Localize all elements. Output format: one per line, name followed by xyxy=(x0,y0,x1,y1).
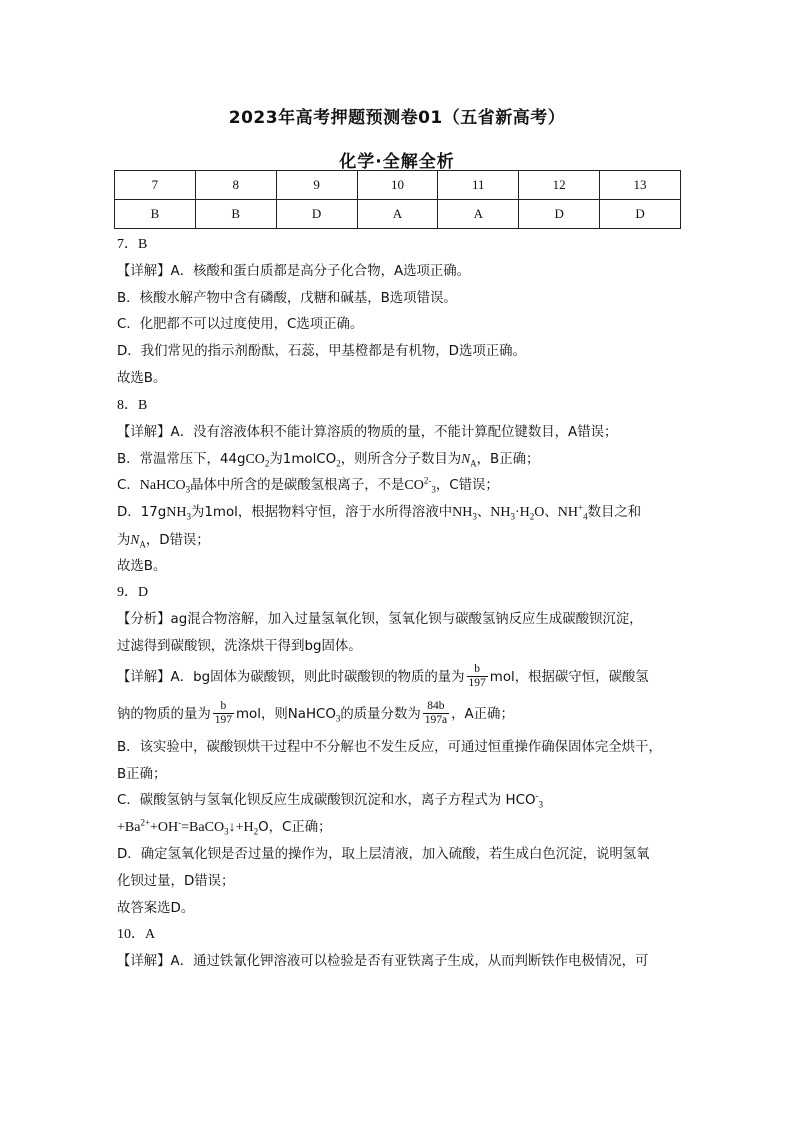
question-8-line-b: B．常温常压下，44gCO$_2$为1molCO$_2$，则所含分子数目为$N_A$，B正确； xyxy=(117,451,540,470)
question-9-line-d: D．确定氢氧化钡是否过量的操作为，取上层清液，加入硫酸，若生成白色沉淀，说明氢氧 xyxy=(117,846,650,862)
solution-body xyxy=(117,232,683,976)
page-title: 2023年高考押题预测卷01（五省新高考） xyxy=(228,108,566,128)
question-9-heading: 9．D xyxy=(117,585,149,601)
question-10-heading: 10．A xyxy=(117,927,156,943)
question-9-line-a-cont: 钠的物质的量为 $\frac{b}{197}$ mol，则NaHCO$_3$的质量分数为 $\frac{84b}{197a}$ ，A正确； xyxy=(117,700,514,727)
question-9-line-b: B．该实验中，碳酸钡烘干过程中不分解也不发生反应，可通过恒重操作确保固体完全烘干， xyxy=(117,739,662,755)
answer-cell: D xyxy=(600,200,681,229)
question-9-line-a: 【详解】A．bg固体为碳酸钡，则此时碳酸钡的物质的量为 $\frac{b}{197}$ mol，根据碳守恒，碳酸氢 xyxy=(117,663,649,690)
question-number-cell: 13 xyxy=(600,171,681,200)
question-9-conclusion: 故答案选D。 xyxy=(117,900,195,916)
question-10-line: 【详解】A．通过铁氰化钾溶液可以检验是否有亚铁离子生成，从而判断铁作电极情况，可 xyxy=(117,954,649,970)
fraction: $\frac{84b}{197a}$ xyxy=(424,700,448,727)
question-7-conclusion: 故选B。 xyxy=(117,370,167,386)
answer-cell: B xyxy=(115,200,196,229)
answer-cell: B xyxy=(195,200,276,229)
answer-cell: A xyxy=(357,200,438,229)
page-subtitle: 化学·全解全析 xyxy=(339,152,455,172)
question-7-line: C．化肥都不可以过度使用，C选项正确。 xyxy=(117,317,364,333)
fraction: $\frac{b}{197}$ xyxy=(468,663,486,690)
question-8-conclusion: 故选B。 xyxy=(117,558,167,574)
question-7-line: D．我们常见的指示剂酚酞，石蕊，甲基橙都是有机物，D选项正确。 xyxy=(117,344,526,360)
answer-cell: D xyxy=(276,200,357,229)
question-9-analysis: 【分析】ag混合物溶解，加入过量氢氧化钡，氢氧化钡与碳酸氢钠反应生成碳酸钡沉淀， xyxy=(117,612,643,628)
fraction: $\frac{b}{197}$ xyxy=(214,700,232,727)
answer-table-question-row xyxy=(115,171,681,200)
question-number-cell: 10 xyxy=(357,171,438,200)
question-number-cell: 7 xyxy=(115,171,196,200)
answer-table xyxy=(114,170,681,229)
answer-table-answer-row xyxy=(115,200,681,229)
question-9-line-c: C．碳酸氢钠与氢氧化钡反应生成碳酸钡沉淀和水，离子方程式为 $HCO^-_3$ xyxy=(117,790,544,811)
question-7-line: B．核酸水解产物中含有磷酸，戊糖和碱基，B选项错误。 xyxy=(117,290,457,306)
question-9-line-d-cont: 化钡过量，D错误； xyxy=(117,873,235,889)
question-8-line-c: C．NaHCO$_3$晶体中所含的是碳酸氢根离子，不是$CO^{2-}_3$，C错误； xyxy=(117,475,499,495)
question-8-heading: 8．B xyxy=(117,397,148,413)
question-9-line-c-equation: $+Ba^{2+}+OH^-=BaCO_3↓+H_2O$，C正确； xyxy=(117,817,332,837)
question-8-line-d: D．17gNH$_3$为1mol，根据物料守恒，溶于水所得溶液中$NH_3$、$NH_3\cdot H_2O$、$NH^+_4$数目之和 xyxy=(117,502,642,522)
question-number-cell: 8 xyxy=(195,171,276,200)
question-9-analysis-cont: 过滤得到碳酸钡，洗涤烘干得到bg固体。 xyxy=(117,638,362,654)
question-number-cell: 11 xyxy=(438,171,519,200)
question-8-line: 【详解】A．没有溶液体积不能计算溶质的物质的量，不能计算配位键数目，A错误； xyxy=(117,424,618,440)
question-number-cell: 9 xyxy=(276,171,357,200)
question-7-line: 【详解】A．核酸和蛋白质都是高分子化合物，A选项正确。 xyxy=(117,263,471,279)
question-9-line-b-cont: B正确； xyxy=(117,766,167,782)
question-7-heading: 7．B xyxy=(117,237,148,252)
question-8-line-d-cont: 为$N_A$，D错误； xyxy=(117,531,210,550)
question-number-cell: 12 xyxy=(519,171,600,200)
answer-cell: A xyxy=(438,200,519,229)
answer-cell: D xyxy=(519,200,600,229)
